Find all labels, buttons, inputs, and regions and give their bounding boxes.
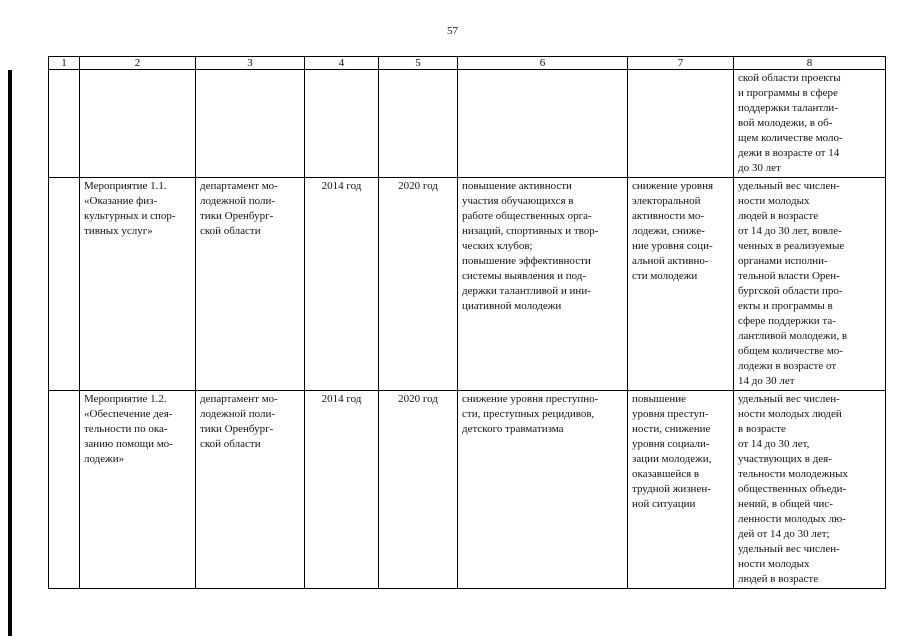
cell-text-line: сти молодежи bbox=[632, 270, 698, 282]
cell-text-line: активности мо- bbox=[632, 210, 705, 222]
cell-text-line: ской области bbox=[200, 438, 261, 450]
table-cell bbox=[379, 70, 458, 178]
cell-text-line: ние уровня соци- bbox=[632, 240, 713, 252]
cell-text-line: культурных и спор- bbox=[84, 210, 176, 222]
cell-text-line: от 14 до 30 лет, вовле- bbox=[738, 225, 842, 237]
cell-text-line: сти, преступных рецидивов, bbox=[462, 408, 595, 420]
cell-text-line: Мероприятие 1.1. bbox=[84, 180, 167, 192]
cell-text-line: повышение bbox=[632, 393, 686, 405]
table-cell bbox=[734, 178, 886, 391]
cell-text-line: ности молодых bbox=[738, 195, 810, 207]
table-cell bbox=[628, 178, 734, 391]
cell-text-line: общем количестве мо- bbox=[738, 345, 843, 357]
table-cell bbox=[196, 178, 305, 391]
cell-text-line: щем количестве моло- bbox=[738, 132, 843, 144]
table-cell bbox=[628, 391, 734, 589]
cell-text-line: оказавшейся в bbox=[632, 468, 700, 480]
cell-text-line: ческих клубов; bbox=[462, 240, 533, 252]
cell-text-line: нений, в общей чис- bbox=[738, 498, 833, 510]
cell-text-line: ности молодых людей bbox=[738, 408, 842, 420]
measures-table bbox=[48, 56, 886, 589]
cell-text-line: низаций, спортивных и твор- bbox=[462, 225, 599, 237]
cell-text-line: снижение уровня преступно- bbox=[462, 393, 599, 405]
table-cell bbox=[628, 70, 734, 178]
cell-text-line: лодежной поли- bbox=[200, 195, 276, 207]
table-row bbox=[49, 391, 886, 589]
cell-text-line: екты и программы в bbox=[738, 300, 833, 312]
cell-text-line: тивных услуг» bbox=[84, 225, 153, 237]
cell-text-line: удельный вес числен- bbox=[738, 543, 840, 555]
cell-text-line: уровня социали- bbox=[632, 438, 710, 450]
cell-text-line: 2014 год bbox=[321, 180, 362, 192]
cell-text-line: ленности молодых лю- bbox=[738, 513, 846, 525]
cell-text-line: общественных объеди- bbox=[738, 483, 847, 495]
table-cell bbox=[458, 70, 628, 178]
cell-text-line: и программы в сфере bbox=[738, 87, 838, 99]
cell-text-line: тики Оренбург- bbox=[200, 423, 274, 435]
cell-text-line: участвующих в дея- bbox=[738, 453, 832, 465]
cell-text-line: ченных в реализуемые bbox=[738, 240, 845, 252]
cell-text-line: трудной жизнен- bbox=[632, 483, 711, 495]
cell-text-line: органами исполни- bbox=[738, 255, 828, 267]
column-header: 4 bbox=[305, 57, 379, 70]
cell-text-line: 2020 год bbox=[398, 393, 438, 405]
column-header: 8 bbox=[734, 57, 886, 70]
cell-text-line: лодежи в возрасте от bbox=[738, 360, 837, 372]
cell-text-line: департамент мо- bbox=[200, 393, 278, 405]
cell-text-line: до 30 лет bbox=[738, 162, 781, 174]
cell-text-line: лодежи» bbox=[84, 453, 125, 465]
cell-text-line: электоральной bbox=[632, 195, 701, 207]
cell-text-line: держки талантливой и ини- bbox=[462, 285, 591, 297]
table-row bbox=[49, 70, 886, 178]
table-cell bbox=[305, 178, 379, 391]
cell-text-line: ской области проекты bbox=[738, 72, 841, 84]
table-cell bbox=[305, 391, 379, 589]
cell-text-line: зации молодежи, bbox=[632, 453, 712, 465]
table-cell bbox=[379, 178, 458, 391]
cell-text-line: системы выявления и под- bbox=[462, 270, 587, 282]
cell-text-line: детского травматизма bbox=[462, 423, 564, 435]
cell-text-line: 14 до 30 лет bbox=[738, 375, 795, 387]
table-cell bbox=[49, 70, 80, 178]
table-cell bbox=[80, 70, 196, 178]
table-cell bbox=[458, 391, 628, 589]
cell-text-line: ности молодых bbox=[738, 558, 810, 570]
page-number: 57 bbox=[447, 25, 458, 37]
cell-text-line: работе общественных орга- bbox=[462, 210, 592, 222]
table-cell bbox=[80, 178, 196, 391]
column-header: 3 bbox=[196, 57, 305, 70]
table-cell bbox=[196, 70, 305, 178]
cell-text-line: в возрасте bbox=[738, 423, 786, 435]
column-header: 6 bbox=[458, 57, 628, 70]
cell-text-line: Мероприятие 1.2. bbox=[84, 393, 167, 405]
table-cell bbox=[379, 391, 458, 589]
scan-binding-edge bbox=[8, 70, 12, 636]
table-row bbox=[49, 178, 886, 391]
table-cell bbox=[734, 391, 886, 589]
cell-text-line: тельности молодежных bbox=[738, 468, 849, 480]
cell-text-line: циативной молодежи bbox=[462, 300, 562, 312]
cell-text-line: поддержки талантли- bbox=[738, 102, 838, 114]
header-row bbox=[49, 57, 886, 70]
cell-text-line: лантливой молодежи, в bbox=[738, 330, 848, 342]
cell-text-line: ности, снижение bbox=[632, 423, 711, 435]
cell-text-line: повышение эффективности bbox=[462, 255, 591, 267]
table-cell bbox=[305, 70, 379, 178]
cell-text-line: дежи в возрасте от 14 bbox=[738, 147, 840, 159]
cell-text-line: альной активно- bbox=[632, 255, 709, 267]
cell-text-line: занию помощи мо- bbox=[84, 438, 173, 450]
table-cell bbox=[80, 391, 196, 589]
column-header: 2 bbox=[80, 57, 196, 70]
table-cell bbox=[49, 178, 80, 391]
cell-text-line: ской области bbox=[200, 225, 261, 237]
cell-text-line: тельности по ока- bbox=[84, 423, 168, 435]
cell-text-line: удельный вес числен- bbox=[738, 180, 840, 192]
column-header: 1 bbox=[49, 57, 80, 70]
cell-text-line: вой молодежи, в об- bbox=[738, 117, 833, 129]
cell-text-line: «Оказание физ- bbox=[84, 195, 158, 207]
column-header: 5 bbox=[379, 57, 458, 70]
cell-text-line: тики Оренбург- bbox=[200, 210, 274, 222]
cell-text-line: 2014 год bbox=[321, 393, 362, 405]
cell-text-line: департамент мо- bbox=[200, 180, 278, 192]
cell-text-line: участия обучающихся в bbox=[462, 195, 574, 207]
cell-text-line: людей в возрасте bbox=[738, 573, 819, 585]
cell-text-line: снижение уровня bbox=[632, 180, 714, 192]
cell-text-line: лодежной поли- bbox=[200, 408, 276, 420]
cell-text-line: 2020 год bbox=[398, 180, 438, 192]
cell-text-line: уровня преступ- bbox=[632, 408, 709, 420]
cell-text-line: бургской области про- bbox=[738, 285, 843, 297]
cell-text-line: ной ситуации bbox=[632, 498, 696, 510]
cell-text-line: повышение активности bbox=[462, 180, 572, 192]
cell-text-line: тельной власти Орен- bbox=[738, 270, 840, 282]
cell-text-line: «Обеспечение дея- bbox=[84, 408, 173, 420]
table-cell bbox=[196, 391, 305, 589]
table-cell bbox=[49, 391, 80, 589]
cell-text-line: сфере поддержки та- bbox=[738, 315, 836, 327]
table-cell bbox=[458, 178, 628, 391]
column-header: 7 bbox=[628, 57, 734, 70]
cell-text-line: от 14 до 30 лет, bbox=[738, 438, 810, 450]
cell-text-line: удельный вес числен- bbox=[738, 393, 840, 405]
cell-text-line: людей в возрасте bbox=[738, 210, 819, 222]
cell-text-line: дей от 14 до 30 лет; bbox=[738, 528, 830, 540]
table-cell bbox=[734, 70, 886, 178]
cell-text-line: лодежи, сниже- bbox=[632, 225, 705, 237]
